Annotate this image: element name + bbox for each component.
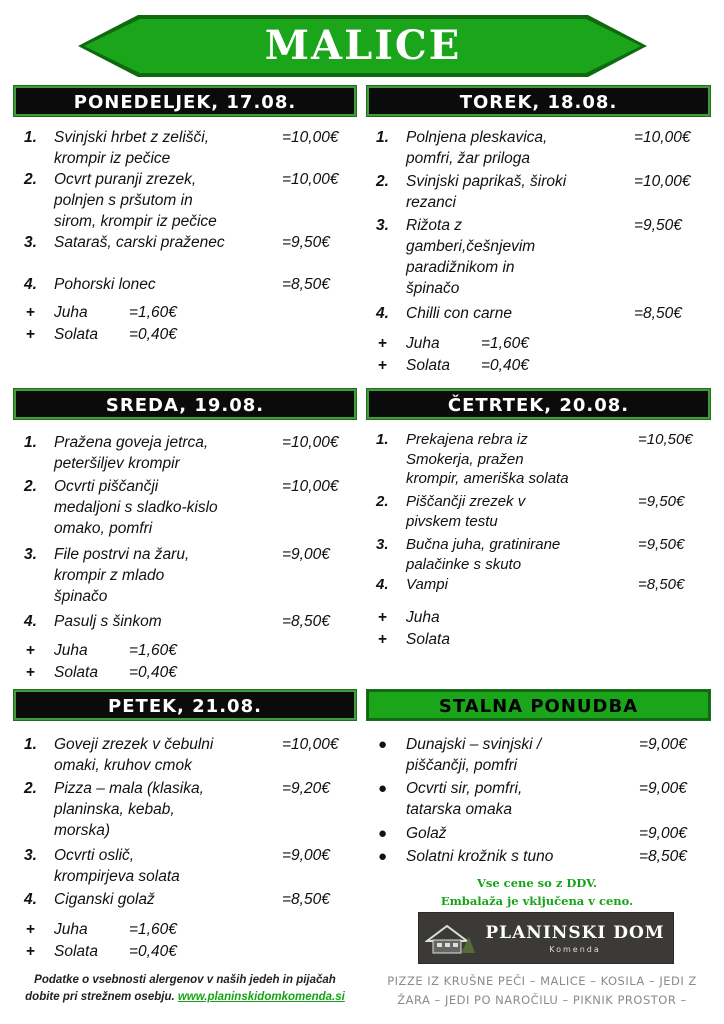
plus-sign: + (26, 921, 36, 938)
menu-item (376, 575, 706, 607)
dish-line: Prekajena rebra iz (406, 431, 528, 448)
dish-line: paradižnikom in (406, 259, 515, 276)
extra-label: Solata (54, 943, 98, 960)
allergen-line: Podatke o vsebnosti alergenov v naših jedeh in pijačah (34, 974, 336, 986)
day-header-mon: PONEDELJEK, 17.08. (14, 86, 356, 116)
extra-salad (24, 662, 354, 684)
services-line: ŽARA – JEDI PO NAROČILU – PIKNIK PROSTOR – (397, 993, 687, 1007)
dish-line: Ocvrt puranji zrezek, (54, 171, 197, 188)
extra-soup (376, 607, 706, 629)
menu-monday (24, 127, 354, 346)
dish-line: Golaž (406, 825, 447, 842)
item-price: =9,50€ (634, 217, 682, 234)
dish-line: Goveji zrezek v čebulni (54, 736, 214, 753)
dish-line: krompirjeva solata (54, 868, 180, 885)
extra-price: =1,60€ (129, 921, 177, 938)
extra-salad (24, 941, 354, 963)
dish-line: Pražena goveja jetrca, (54, 434, 209, 451)
bullet: ● (378, 736, 388, 753)
item-number: 3. (24, 546, 37, 563)
menu-item (24, 232, 354, 274)
dish-line: File postrvi na žaru, (54, 546, 190, 563)
item-number: 3. (376, 536, 389, 553)
menu-wednesday (24, 432, 354, 684)
dish-line: Ocvrti oslič, (54, 847, 135, 864)
menu-item (376, 778, 706, 823)
services-list (370, 972, 714, 1010)
dish-line: Pizza – mala (klasika, (54, 780, 204, 797)
menu-item (24, 169, 354, 232)
dish-line: Ciganski golaž (54, 891, 155, 908)
dish-line: omako, pomfri (54, 520, 153, 537)
dish-line: Vampi (406, 576, 448, 593)
extra-label: Solata (54, 326, 98, 343)
allergen-note (10, 972, 360, 1006)
item-price: =8,50€ (282, 276, 330, 293)
logo-name: PLANINSKI DOM (485, 923, 665, 943)
dish-line: krompir z mlado (54, 567, 165, 584)
item-price: =8,50€ (639, 848, 687, 865)
day-header-thu: ČETRTEK, 20.08. (367, 389, 710, 419)
item-number: 1. (24, 736, 37, 753)
item-number: 3. (24, 847, 37, 864)
dish-line: peteršiljev krompir (54, 455, 180, 472)
item-number: 3. (24, 234, 37, 251)
item-price: =10,00€ (634, 129, 691, 146)
page-title: MALICE (264, 22, 462, 69)
item-number: 4. (376, 576, 389, 593)
extra-price: =0,40€ (129, 326, 177, 343)
menu-item (376, 171, 706, 215)
menu-item (24, 611, 354, 640)
extra-salad (376, 355, 706, 377)
dish-line: Svinjski hrbet z zelišči, (54, 129, 210, 146)
extra-soup (24, 919, 354, 941)
menu-tuesday (376, 127, 706, 377)
item-price: =10,00€ (634, 173, 691, 190)
extra-price: =1,60€ (129, 642, 177, 659)
dish-line: Svinjski paprikaš, široki (406, 173, 567, 190)
day-header-fri: PETEK, 21.08. (14, 690, 356, 720)
packaging-note: Embalaža je vključena v ceno. (440, 894, 634, 908)
menu-item (376, 430, 706, 492)
menu-item (376, 846, 706, 869)
menu-friday (24, 734, 354, 963)
menu-item (24, 274, 354, 302)
plus-sign: + (26, 664, 36, 681)
item-number: 2. (24, 478, 37, 495)
extra-soup (24, 640, 354, 662)
dish-line: palačinke s skuto (406, 555, 522, 573)
menu-item (24, 889, 354, 919)
menu-item (24, 544, 354, 611)
item-number: 2. (24, 780, 37, 797)
dish-line: rezanci (406, 194, 456, 211)
menu-item (376, 303, 706, 333)
dish-line: sirom, krompir iz pečice (54, 213, 217, 230)
item-price: =10,00€ (282, 171, 339, 188)
menu-item (24, 476, 354, 544)
menu-item (24, 845, 354, 889)
dish-line: omaki, kruhov cmok (54, 757, 192, 774)
dish-line: medaljoni s sladko-kislo (54, 499, 218, 516)
dish-line: pivskem testu (406, 512, 498, 530)
dish-line: Rižota z (406, 217, 462, 234)
menu-item (24, 432, 354, 476)
vat-note: Vse cene so z DDV. (476, 876, 598, 890)
menu-item (376, 127, 706, 171)
extra-soup (24, 302, 354, 324)
day-header-tue: TOREK, 18.08. (367, 86, 710, 116)
extra-label: Solata (406, 631, 450, 648)
dish-line: tatarska omaka (406, 801, 512, 818)
logo-subtitle: Komenda (549, 945, 601, 954)
extra-label: Solata (406, 357, 450, 374)
dish-line: Pasulj s šinkom (54, 613, 162, 630)
dish-line: Chilli con carne (406, 305, 512, 322)
item-price: =10,00€ (282, 129, 339, 146)
dish-line: gamberi,češnjevim (406, 238, 536, 255)
menu-item (24, 778, 354, 845)
dish-line: špinačo (406, 280, 460, 297)
house-icon (425, 923, 475, 955)
item-number: 2. (24, 171, 37, 188)
item-number: 3. (376, 217, 389, 234)
permanent-offer-header: STALNA PONUDBA (367, 690, 710, 720)
dish-line: Piščančji zrezek v (406, 493, 526, 510)
dish-line: Sataraš, carski praženec (54, 234, 225, 251)
services-line: PIZZE IZ KRUŠNE PEČI – MALICE – KOSILA – JEDI Z (387, 974, 697, 988)
day-header-wed: SREDA, 19.08. (14, 389, 356, 419)
menu-item (24, 127, 354, 169)
item-price: =9,50€ (282, 234, 330, 251)
plus-sign: + (26, 943, 36, 960)
extra-salad (376, 629, 706, 651)
item-number: 1. (24, 434, 37, 451)
extra-label: Solata (54, 664, 98, 681)
extra-price: =0,40€ (481, 357, 529, 374)
bullet: ● (378, 825, 388, 842)
item-number: 1. (376, 431, 389, 448)
extra-label: Juha (54, 642, 88, 659)
menu-thursday (376, 430, 706, 651)
extra-price: =1,60€ (129, 304, 177, 321)
price-note (370, 874, 704, 910)
item-number: 2. (376, 493, 389, 510)
item-price: =10,50€ (638, 431, 693, 448)
menu-item (24, 734, 354, 778)
item-price: =8,50€ (634, 305, 682, 322)
item-price: =10,00€ (282, 434, 339, 451)
item-number: 1. (24, 129, 37, 146)
planinski-dom-logo (418, 912, 674, 964)
item-number: 4. (24, 613, 37, 630)
dish-line: krompir, ameriška solata (406, 470, 569, 487)
website-link[interactable]: www.planinskidomkomenda.si (177, 991, 345, 1003)
dish-line: planinska, kebab, (54, 801, 175, 818)
dish-line: špinačo (54, 588, 108, 605)
item-price: =10,00€ (282, 736, 339, 753)
item-price: =9,20€ (282, 780, 330, 797)
dish-line: pomfri, žar priloga (406, 150, 531, 167)
extra-label: Juha (406, 335, 440, 352)
item-price: =9,00€ (639, 736, 687, 753)
item-price: =10,00€ (282, 478, 339, 495)
item-price: =9,00€ (639, 825, 687, 842)
dish-line: krompir iz pečice (54, 150, 171, 167)
dish-line: polnjen s pršutom in (54, 192, 193, 209)
item-price: =9,00€ (639, 780, 687, 797)
plus-sign: + (378, 631, 388, 648)
menu-permanent (376, 734, 706, 869)
extra-price: =1,60€ (481, 335, 529, 352)
title-banner (78, 14, 648, 78)
menu-item (376, 535, 706, 575)
dish-line: Ocvrti piščančji (54, 478, 159, 495)
dish-line: piščančji, pomfri (406, 757, 518, 774)
extra-salad (24, 324, 354, 346)
extra-price: =0,40€ (129, 943, 177, 960)
dish-line: Pohorski lonec (54, 276, 156, 293)
dish-line: morska) (54, 822, 110, 839)
dish-line: Solatni krožnik s tuno (406, 848, 554, 865)
item-price: =9,00€ (282, 847, 330, 864)
item-number: 2. (376, 173, 389, 190)
dish-line: Dunajski – svinjski / (406, 736, 542, 753)
plus-sign: + (26, 304, 36, 321)
extra-label: Juha (406, 609, 440, 626)
dish-line: Polnjena pleskavica, (406, 129, 548, 146)
dish-line: Bučna juha, gratinirane (406, 536, 561, 553)
bullet: ● (378, 848, 388, 865)
extra-label: Juha (54, 304, 88, 321)
dish-line: Ocvrti sir, pomfri, (406, 780, 523, 797)
extra-label: Juha (54, 921, 88, 938)
plus-sign: + (378, 335, 388, 352)
plus-sign: + (378, 357, 388, 374)
plus-sign: + (378, 609, 388, 626)
menu-item (376, 492, 706, 535)
item-price: =8,50€ (638, 576, 685, 593)
plus-sign: + (26, 326, 36, 343)
plus-sign: + (26, 642, 36, 659)
item-price: =8,50€ (282, 891, 330, 908)
item-price: =9,50€ (638, 493, 685, 510)
allergen-line-text: dobite pri strežnem osebju. (25, 991, 178, 1003)
item-number: 1. (376, 129, 389, 146)
bullet: ● (378, 780, 388, 797)
item-number: 4. (376, 305, 389, 322)
menu-item (376, 215, 706, 303)
menu-item (376, 823, 706, 846)
extra-price: =0,40€ (129, 664, 177, 681)
item-number: 4. (24, 276, 37, 293)
item-number: 4. (24, 891, 37, 908)
item-price: =9,50€ (638, 536, 685, 553)
item-price: =8,50€ (282, 613, 330, 630)
extra-soup (376, 333, 706, 355)
menu-item (376, 734, 706, 778)
item-price: =9,00€ (282, 546, 330, 563)
allergen-line-2 (10, 989, 360, 1006)
dish-line: Smokerja, pražen (406, 450, 524, 468)
